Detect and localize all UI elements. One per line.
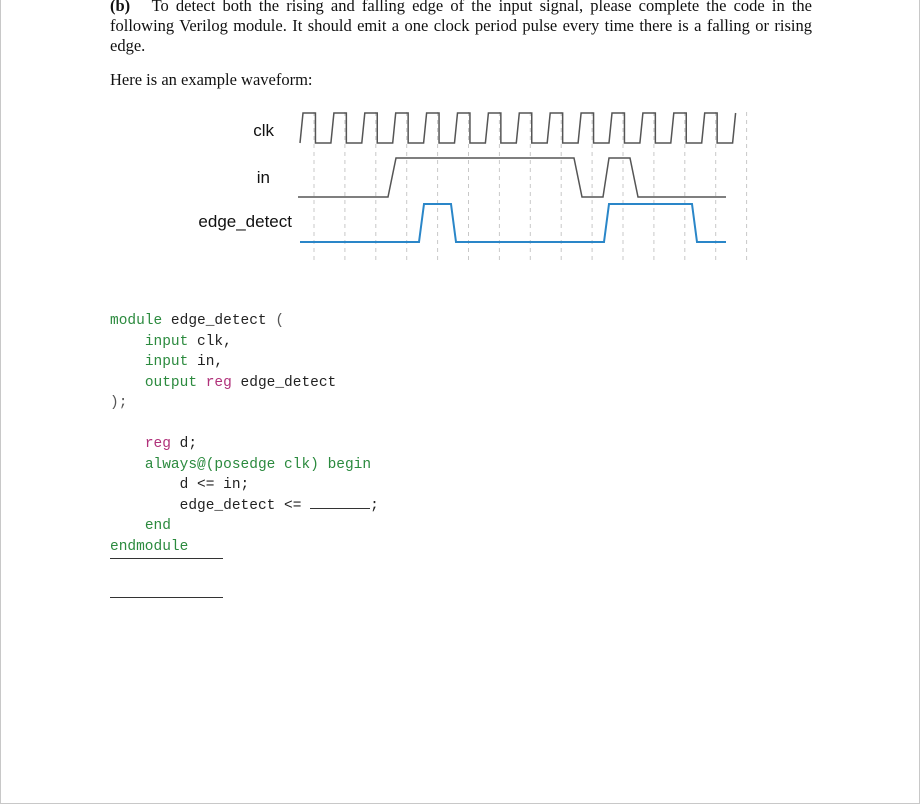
code-answer-blank[interactable] <box>310 496 370 509</box>
label-edge-detect: edge_detect <box>198 212 292 231</box>
question-body: To detect both the rising and falling edge of the input signal, please complete the code in the following Verilog module. It should emit a one clock period pulse every time there is a falling or rising edge. <box>110 0 812 55</box>
edge-detect-waveform <box>300 204 726 242</box>
answer-line-2[interactable] <box>110 597 223 598</box>
label-in: in <box>256 168 270 187</box>
kw-module: module <box>110 313 163 329</box>
question-label: (b) <box>110 0 131 15</box>
waveform-grid <box>314 112 747 262</box>
verilog-code: module edge_detect ( input clk, input in, output reg edge_detect ); reg d; always@(posedge clk) begin d <= in; edge_detect <= ; end endmodule <box>110 313 379 555</box>
waveform-intro: Here is an example waveform: <box>110 70 313 89</box>
module-name: edge_detect <box>170 313 267 329</box>
in-waveform <box>298 158 726 197</box>
label-clk: clk <box>253 121 274 140</box>
clk-waveform <box>300 113 736 143</box>
answer-line-1[interactable] <box>110 558 223 559</box>
